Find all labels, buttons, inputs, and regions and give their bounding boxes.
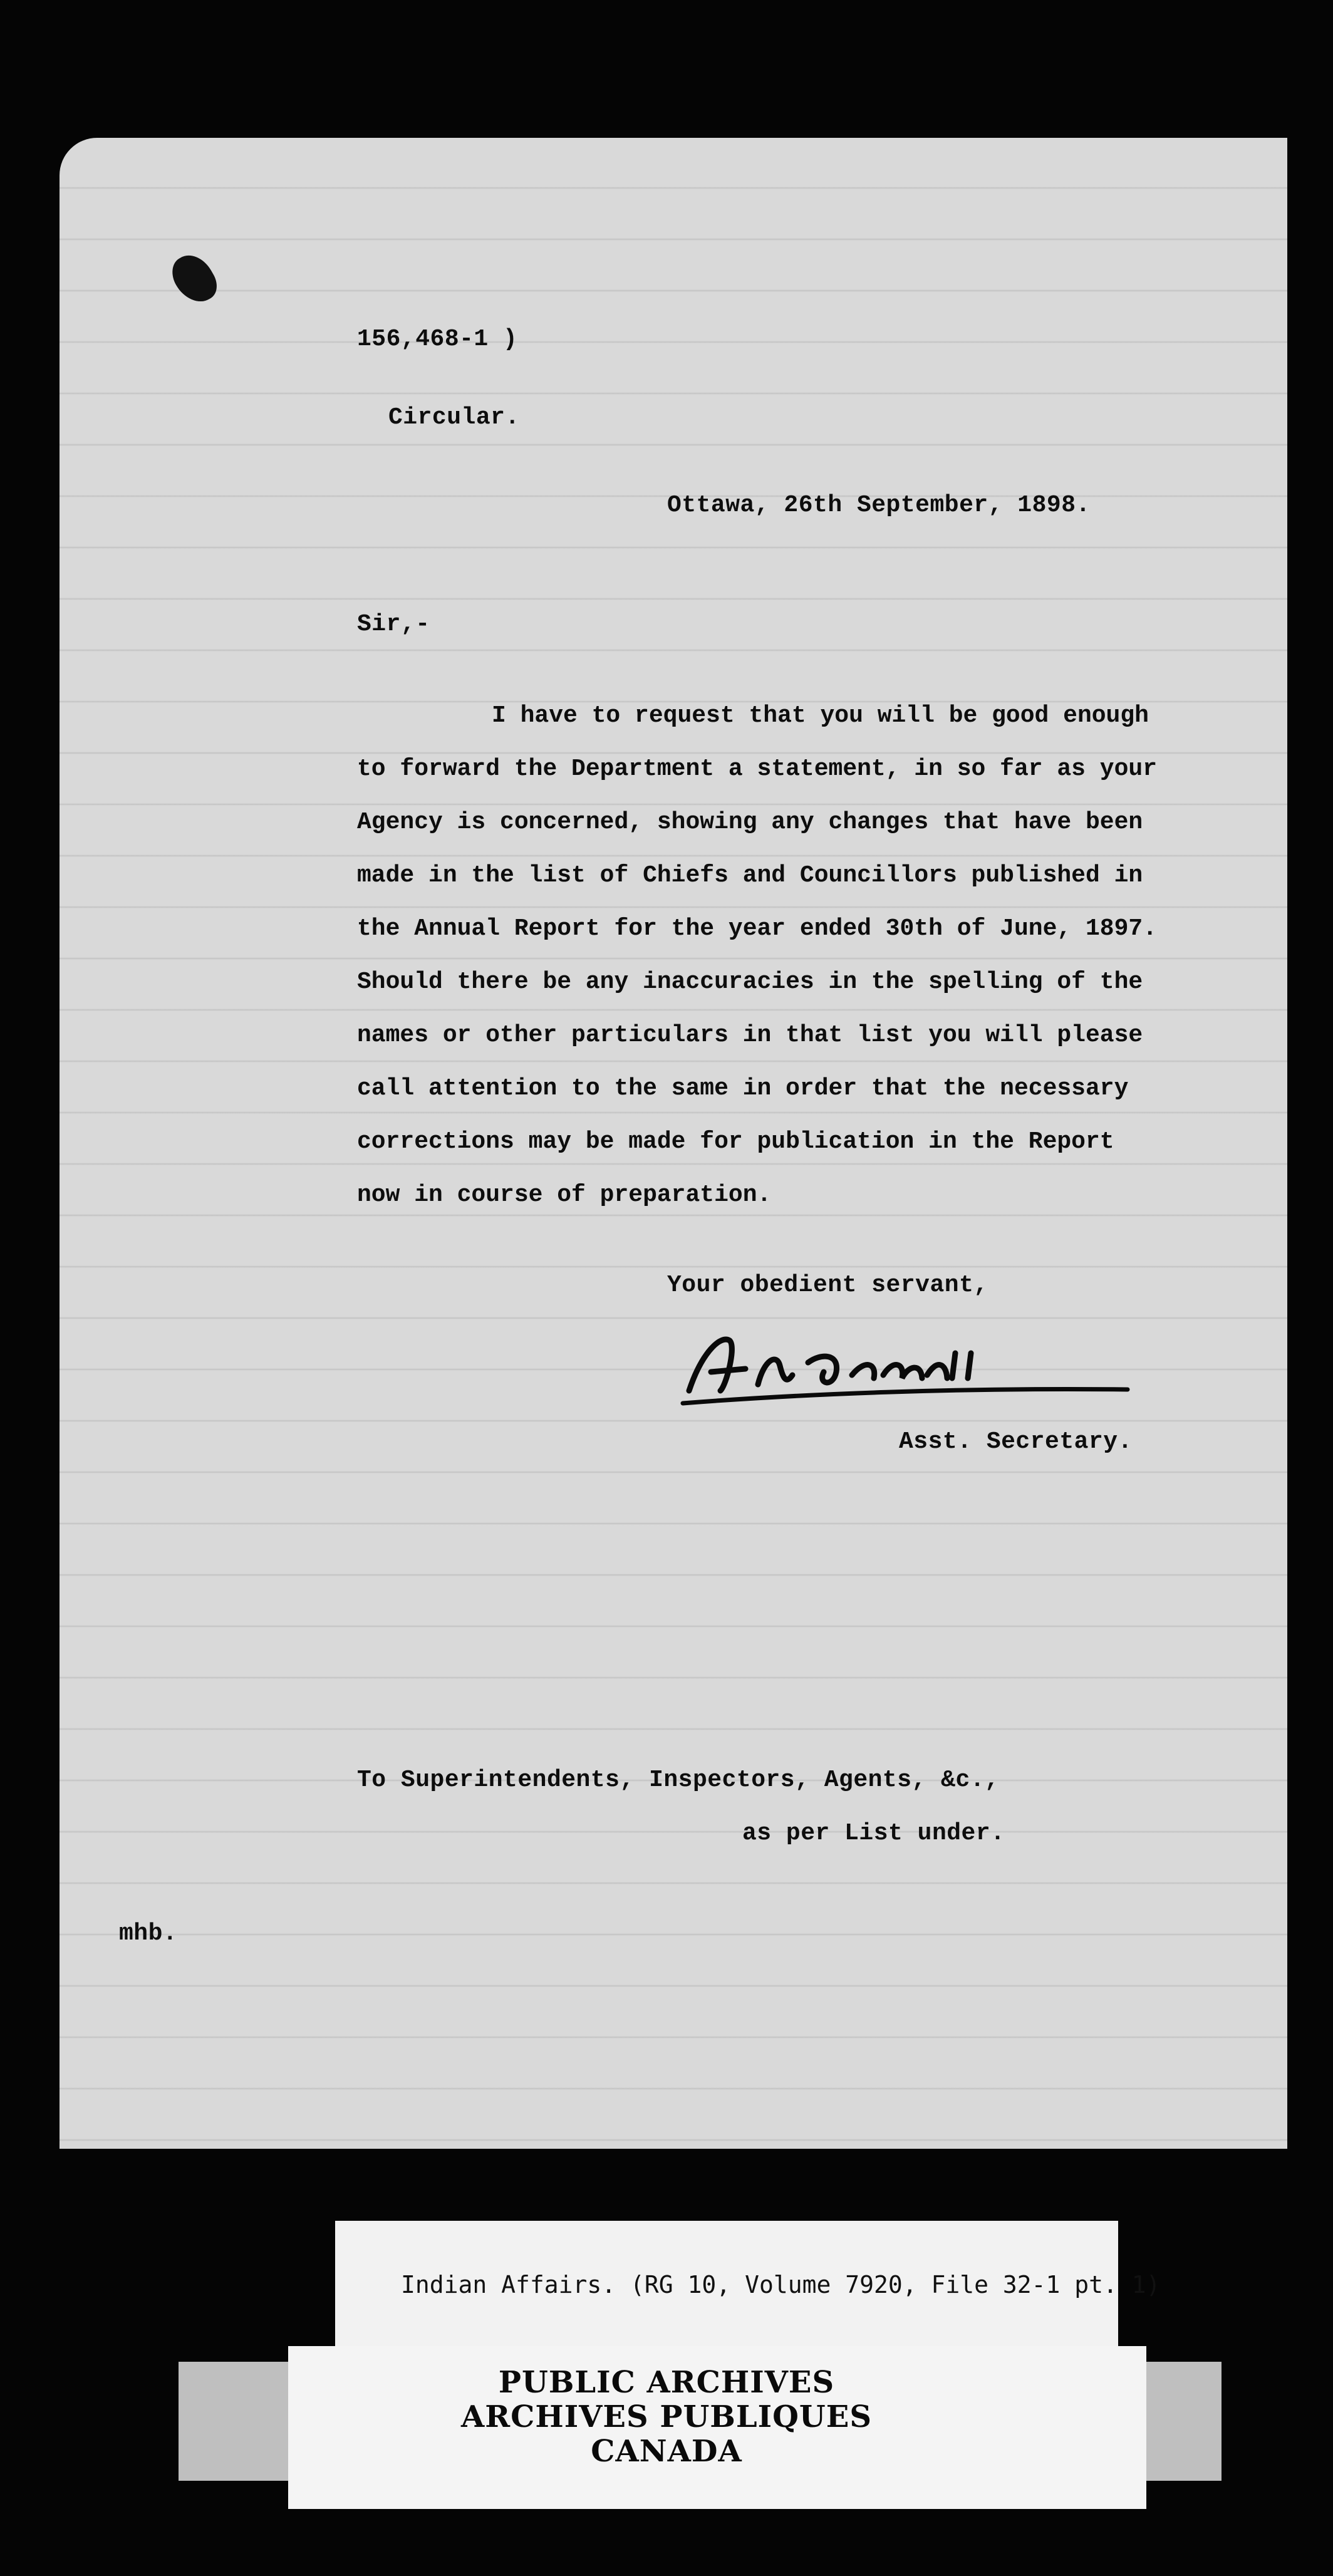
- body-line: Should there be any inaccuracies in the spelling of the: [357, 969, 1143, 995]
- body-line: call attention to the same in order that the necessary: [357, 1075, 1129, 1102]
- body-line: to forward the Department a statement, in so far as your: [357, 756, 1158, 782]
- body-line: I have to request that you will be good enough: [492, 702, 1149, 729]
- archive-stamp-line: PUBLIC ARCHIVES: [498, 2365, 835, 2400]
- archive-stamp-line: ARCHIVES PUBLIQUES: [461, 2399, 872, 2434]
- recipients-line: To Superintendents, Inspectors, Agents, &c.,: [357, 1767, 1000, 1794]
- body-line: the Annual Report for the year ended 30th of June, 1897.: [357, 915, 1158, 942]
- archive-stamp-line: CANADA: [591, 2434, 742, 2469]
- handwritten-signature: [677, 1316, 1153, 1416]
- typist-initials: mhb.: [119, 1920, 178, 1947]
- file-number: 156,468-1 ): [357, 326, 518, 353]
- closing: Your obedient servant,: [667, 1272, 988, 1299]
- archive-reference: Indian Affairs. (RG 10, Volume 7920, File 32-1 pt. 1): [401, 2271, 1161, 2298]
- body-line: Agency is concerned, showing any changes that have been: [357, 809, 1143, 836]
- salutation: Sir,-: [357, 611, 430, 638]
- body-line: names or other particulars in that list you will please: [357, 1022, 1143, 1049]
- body-line: now in course of preparation.: [357, 1182, 772, 1208]
- place-date: Ottawa, 26th September, 1898.: [667, 492, 1091, 519]
- recipients-line: as per List under.: [742, 1820, 1005, 1847]
- signer-title: Asst. Secretary.: [899, 1428, 1133, 1455]
- body-line: corrections may be made for publication in the Report: [357, 1128, 1114, 1155]
- document-heading: Circular.: [388, 404, 520, 431]
- body-line: made in the list of Chiefs and Councillors published in: [357, 862, 1143, 889]
- letter-body: [357, 689, 1234, 1222]
